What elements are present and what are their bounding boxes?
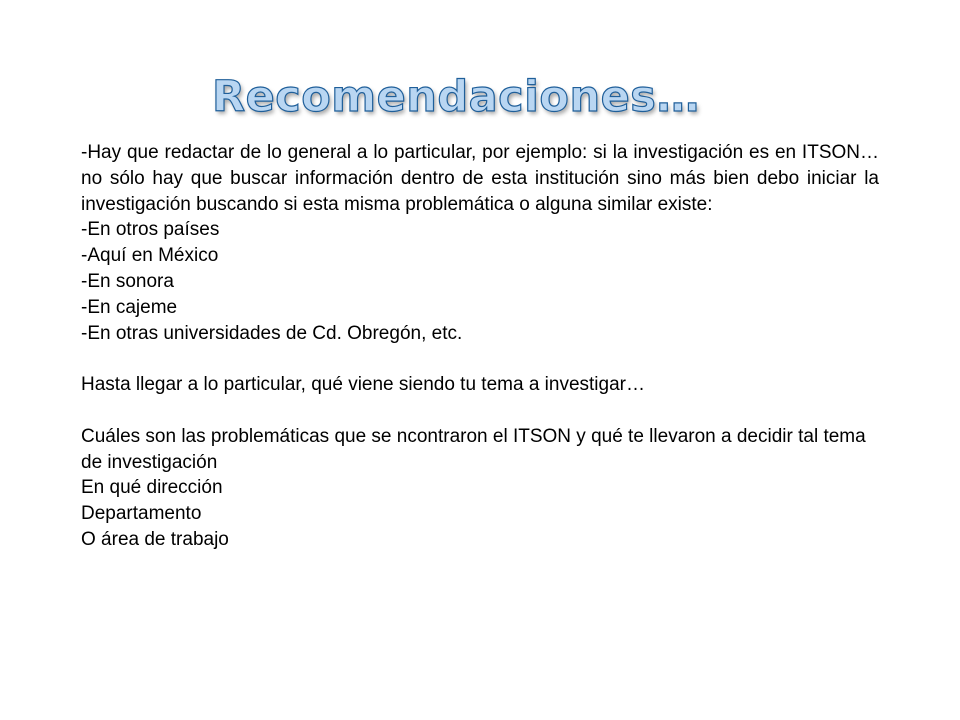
problems-paragraph: Cuáles son las problemáticas que se ncontraron el ITSON y qué te llevaron a decidir tal tema de investigación — [81, 425, 866, 473]
list-item: -En sonora — [81, 270, 174, 292]
slide-title: Recomendaciones… — [212, 72, 700, 122]
spacer — [81, 346, 879, 372]
slide-body — [81, 140, 879, 553]
list-item: -Aquí en México — [81, 245, 219, 267]
spacer — [81, 398, 879, 424]
area-item: O área de trabajo — [81, 528, 229, 550]
list-item: -En cajeme — [81, 296, 178, 318]
area-item: Departamento — [81, 503, 202, 525]
list-item: -En otros países — [81, 219, 220, 241]
area-item: En qué dirección — [81, 477, 223, 499]
particular-paragraph: Hasta llegar a lo particular, qué viene siendo tu tema a investigar… — [81, 374, 645, 396]
list-item: -En otras universidades de Cd. Obregón, etc. — [81, 322, 463, 344]
intro-paragraph: -Hay que redactar de lo general a lo particular, por ejemplo: si la investigación es en ITSON… no sólo hay que buscar información dentro de esta institución sino más bien debo iniciar la investigación buscando si esta misma problemática o alguna similar existe: — [81, 142, 879, 215]
